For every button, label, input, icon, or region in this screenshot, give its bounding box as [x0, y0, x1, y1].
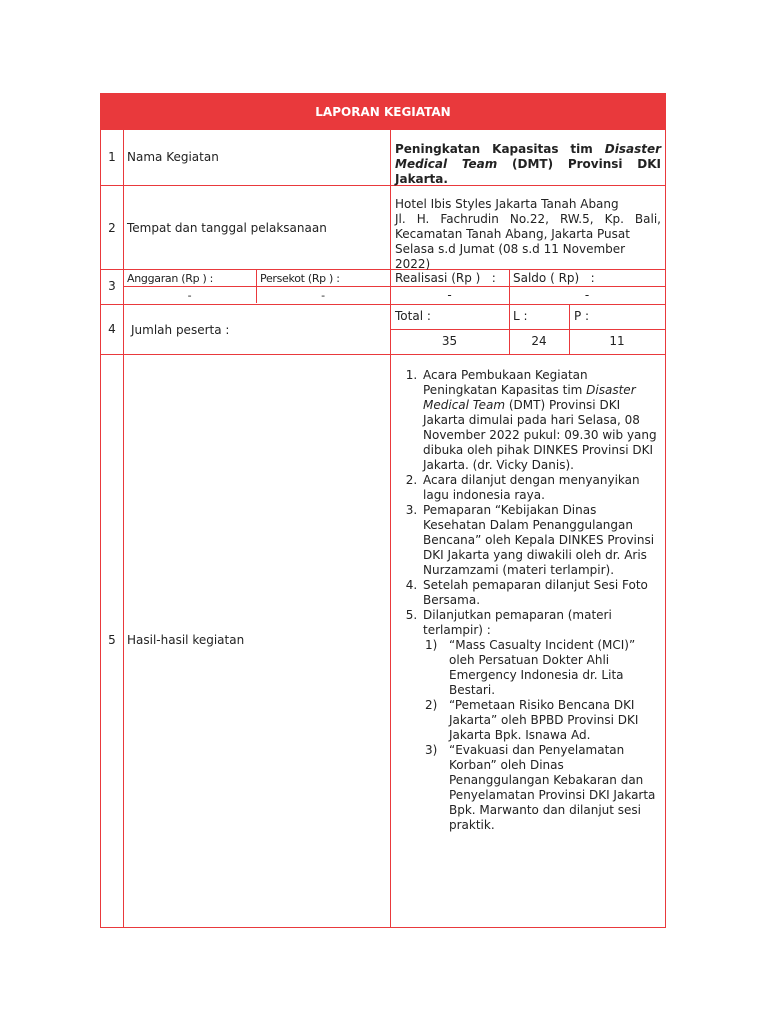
item-1-post: (DMT) Provinsi DKI Jakarta dimulai pada hari Selasa, 08 November 2022 pukul: 09.30 wib yang dibuka oleh pihak DINKES Provinsi DKI Jakarta. (dr. Vicky Danis).	[423, 398, 657, 472]
saldo-value: -	[584, 288, 590, 302]
total-value: 35	[441, 334, 458, 348]
sub-list-item: “Pemetaan Risiko Bencana DKI Jakarta” oleh BPBD Provinsi DKI Jakarta Bpk. Isnawa Ad.	[449, 698, 639, 742]
venue-line: Hotel Ibis Styles Jakarta Tanah Abang	[395, 197, 619, 211]
list-item: 3. Pemaparan “Kebijakan Dinas Kesehatan Dalam Penanggulangan Bencana” oleh Kepala DINKES Provinsi DKI Jakarta yang diwakili oleh dr. Aris Nurzamzami (materi terlampir).	[421, 503, 661, 578]
row-number: 2	[108, 221, 116, 235]
row-number: 1	[108, 150, 116, 164]
item-5-text: Dilanjutkan pemaparan (materi terlampir) :	[423, 608, 612, 637]
row4-inner-divider	[390, 329, 665, 330]
label-value-divider	[390, 130, 391, 927]
realisasi-label: Realisasi (Rp ) :	[395, 271, 496, 285]
label-nama-kegiatan: Nama Kegiatan	[127, 150, 219, 164]
list-item: 4. Setelah pemaparan dilanjut Sesi Foto Bersama.	[421, 578, 661, 608]
label-jumlah-peserta: Jumlah peserta :	[131, 323, 230, 337]
sub-list-item: “Mass Casualty Incident (MCI)” oleh Persatuan Dokter Ahli Emergency Indonesia dr. Lita Bestari.	[449, 638, 636, 697]
row-number: 4	[108, 322, 116, 336]
list-item	[421, 368, 661, 473]
saldo-label: Saldo ( Rp) :	[513, 271, 595, 285]
label-hasil-kegiatan: Hasil-hasil kegiatan	[127, 633, 245, 647]
row-divider	[101, 354, 665, 355]
row-number: 5	[108, 633, 116, 647]
number-column-divider	[123, 130, 124, 927]
activity-name-part1: Peningkatan Kapasitas tim	[395, 142, 605, 156]
anggaran-label: Anggaran (Rp ) :	[127, 272, 214, 285]
l-value: 24	[531, 334, 547, 348]
hasil-kegiatan-list	[395, 368, 661, 833]
total-label: Total :	[395, 309, 431, 323]
value-tempat-tanggal	[395, 197, 661, 272]
p-value: 11	[609, 334, 625, 348]
item-1-italic: Disaster Medical Team	[423, 383, 636, 412]
persekot-label: Persekot (Rp ) :	[260, 272, 340, 285]
row-divider	[101, 304, 665, 305]
l-label: L :	[513, 309, 528, 323]
label-tempat-tanggal: Tempat dan tanggal pelaksanaan	[127, 221, 327, 235]
activity-name-part2: (DMT) Provinsi DKI Jakarta.	[395, 157, 661, 186]
date-line: Selasa s.d Jumat (08 s.d 11 November 2022)	[395, 242, 626, 271]
p-label: P :	[574, 309, 590, 323]
sub-list-item: “Evakuasi dan Penyelamatan Korban” oleh Dinas Penanggulangan Kebakaran dan Penyelamatan Provinsi DKI Jakarta Bpk. Marwanto dan dilanjut sesi praktik.	[449, 743, 656, 832]
report-title: LAPORAN KEGIATAN	[101, 94, 665, 130]
report-table	[100, 93, 666, 928]
row3-inner-divider	[123, 286, 665, 287]
persekot-value: -	[321, 289, 325, 302]
list-item: 2. Acara dilanjut dengan menyanyikan lagu indonesia raya.	[421, 473, 661, 503]
anggaran-value: -	[187, 289, 192, 302]
list-item	[421, 608, 661, 833]
value-nama-kegiatan	[395, 142, 661, 187]
realisasi-value: -	[447, 288, 452, 302]
activity-name-italic: Disaster Medical Team	[395, 142, 661, 171]
item-1-pre: Acara Pembukaan Kegiatan Peningkatan Kapasitas tim	[423, 368, 588, 397]
address-line: Jl. H. Fachrudin No.22, RW.5, Kp. Bali, Kecamatan Tanah Abang, Jakarta Pusat	[395, 212, 661, 241]
row-number: 3	[108, 279, 116, 293]
